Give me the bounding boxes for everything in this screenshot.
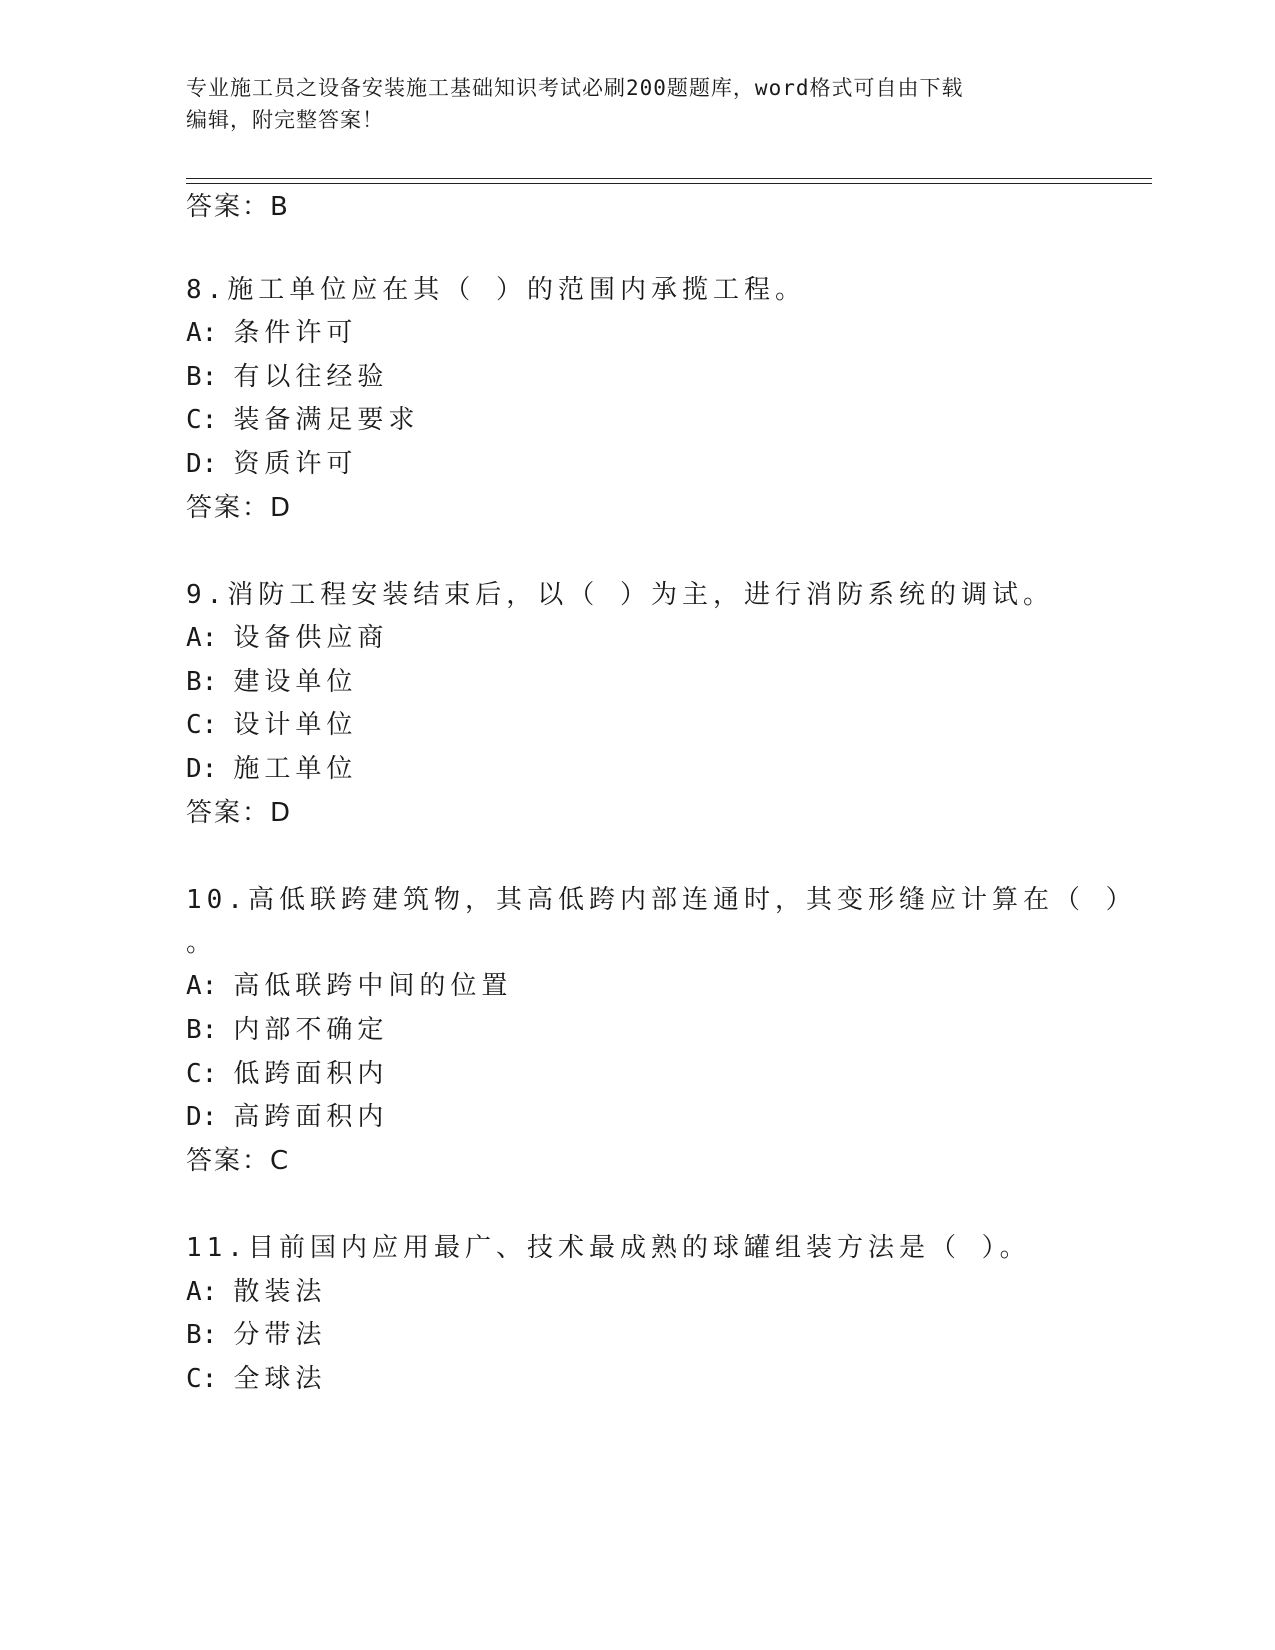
option-label: B: <box>186 1320 218 1350</box>
question-8-option-d <box>186 447 357 481</box>
answer-label: 答案： <box>186 192 271 222</box>
option-label: A: <box>186 1277 218 1307</box>
option-text: 分带法 <box>233 1320 327 1350</box>
option-text: 施工单位 <box>233 754 358 784</box>
header-divider-bottom <box>186 183 1152 184</box>
question-11-text: 11.目前国内应用最广、技术最成熟的球罐组装方法是（ ）。 <box>186 1233 1031 1263</box>
question-8-text: 8.施工单位应在其（ ）的范围内承揽工程。 <box>186 275 806 305</box>
question-10-text: 10.高低联跨建筑物，其高低跨内部连通时，其变形缝应计算在（ ） <box>186 885 1137 915</box>
option-label: C: <box>186 405 218 435</box>
answer-label: 答案： <box>186 798 271 828</box>
question-9-text: 9.消防工程安装结束后，以（ ）为主，进行消防系统的调试。 <box>186 580 1054 610</box>
question-10-option-c <box>186 1057 388 1091</box>
option-label: A: <box>186 971 218 1001</box>
option-label: D: <box>186 449 218 479</box>
option-text: 设备供应商 <box>233 623 389 653</box>
answer-value: D <box>270 798 293 828</box>
option-label: D: <box>186 1102 218 1132</box>
option-text: 设计单位 <box>233 710 358 740</box>
question-9-option-b <box>186 665 357 699</box>
option-text: 高跨面积内 <box>233 1102 389 1132</box>
question-8-option-a <box>186 316 357 350</box>
answer-value: D <box>270 493 293 523</box>
question-10-answer <box>186 1144 290 1178</box>
answer-label: 答案： <box>186 1146 271 1176</box>
option-text: 有以往经验 <box>233 362 389 392</box>
option-label: C: <box>186 1059 218 1089</box>
question-8-option-b <box>186 360 388 394</box>
option-label: B: <box>186 362 218 392</box>
option-text: 内部不确定 <box>233 1015 389 1045</box>
header-divider-top <box>186 178 1152 179</box>
option-label: D: <box>186 754 218 784</box>
option-text: 高低联跨中间的位置 <box>233 971 513 1001</box>
question-10-option-a <box>186 969 512 1003</box>
header-title-line-2: 编辑，附完整答案！ <box>186 108 384 132</box>
question-11-option-c <box>186 1362 326 1396</box>
option-text: 全球法 <box>233 1364 327 1394</box>
option-label: B: <box>186 667 218 697</box>
question-8-answer <box>186 491 292 525</box>
option-text: 散装法 <box>233 1277 327 1307</box>
question-8-option-c <box>186 403 419 437</box>
document-header <box>186 72 1086 136</box>
answer-value: C <box>270 1146 291 1176</box>
question-9-answer <box>186 796 292 830</box>
question-10-text-continued: 。 <box>186 928 218 958</box>
question-10-option-b <box>186 1013 388 1047</box>
option-text: 建设单位 <box>233 667 358 697</box>
question-11-option-a <box>186 1275 326 1309</box>
question-9-option-a <box>186 621 388 655</box>
option-text: 低跨面积内 <box>233 1059 389 1089</box>
option-label: A: <box>186 623 218 653</box>
header-title-line-1: 专业施工员之设备安装施工基础知识考试必刷200题题库，word格式可自由下载 <box>186 76 964 100</box>
previous-answer <box>186 190 290 224</box>
option-label: C: <box>186 710 218 740</box>
question-10-option-d <box>186 1100 388 1134</box>
option-text: 资质许可 <box>233 449 358 479</box>
answer-label: 答案： <box>186 493 271 523</box>
option-text: 条件许可 <box>233 318 358 348</box>
question-11-option-b <box>186 1318 326 1352</box>
question-9-option-d <box>186 752 357 786</box>
answer-value: B <box>270 192 290 222</box>
option-text: 装备满足要求 <box>233 405 420 435</box>
question-9-option-c <box>186 708 357 742</box>
option-label: C: <box>186 1364 218 1394</box>
option-label: A: <box>186 318 218 348</box>
option-label: B: <box>186 1015 218 1045</box>
